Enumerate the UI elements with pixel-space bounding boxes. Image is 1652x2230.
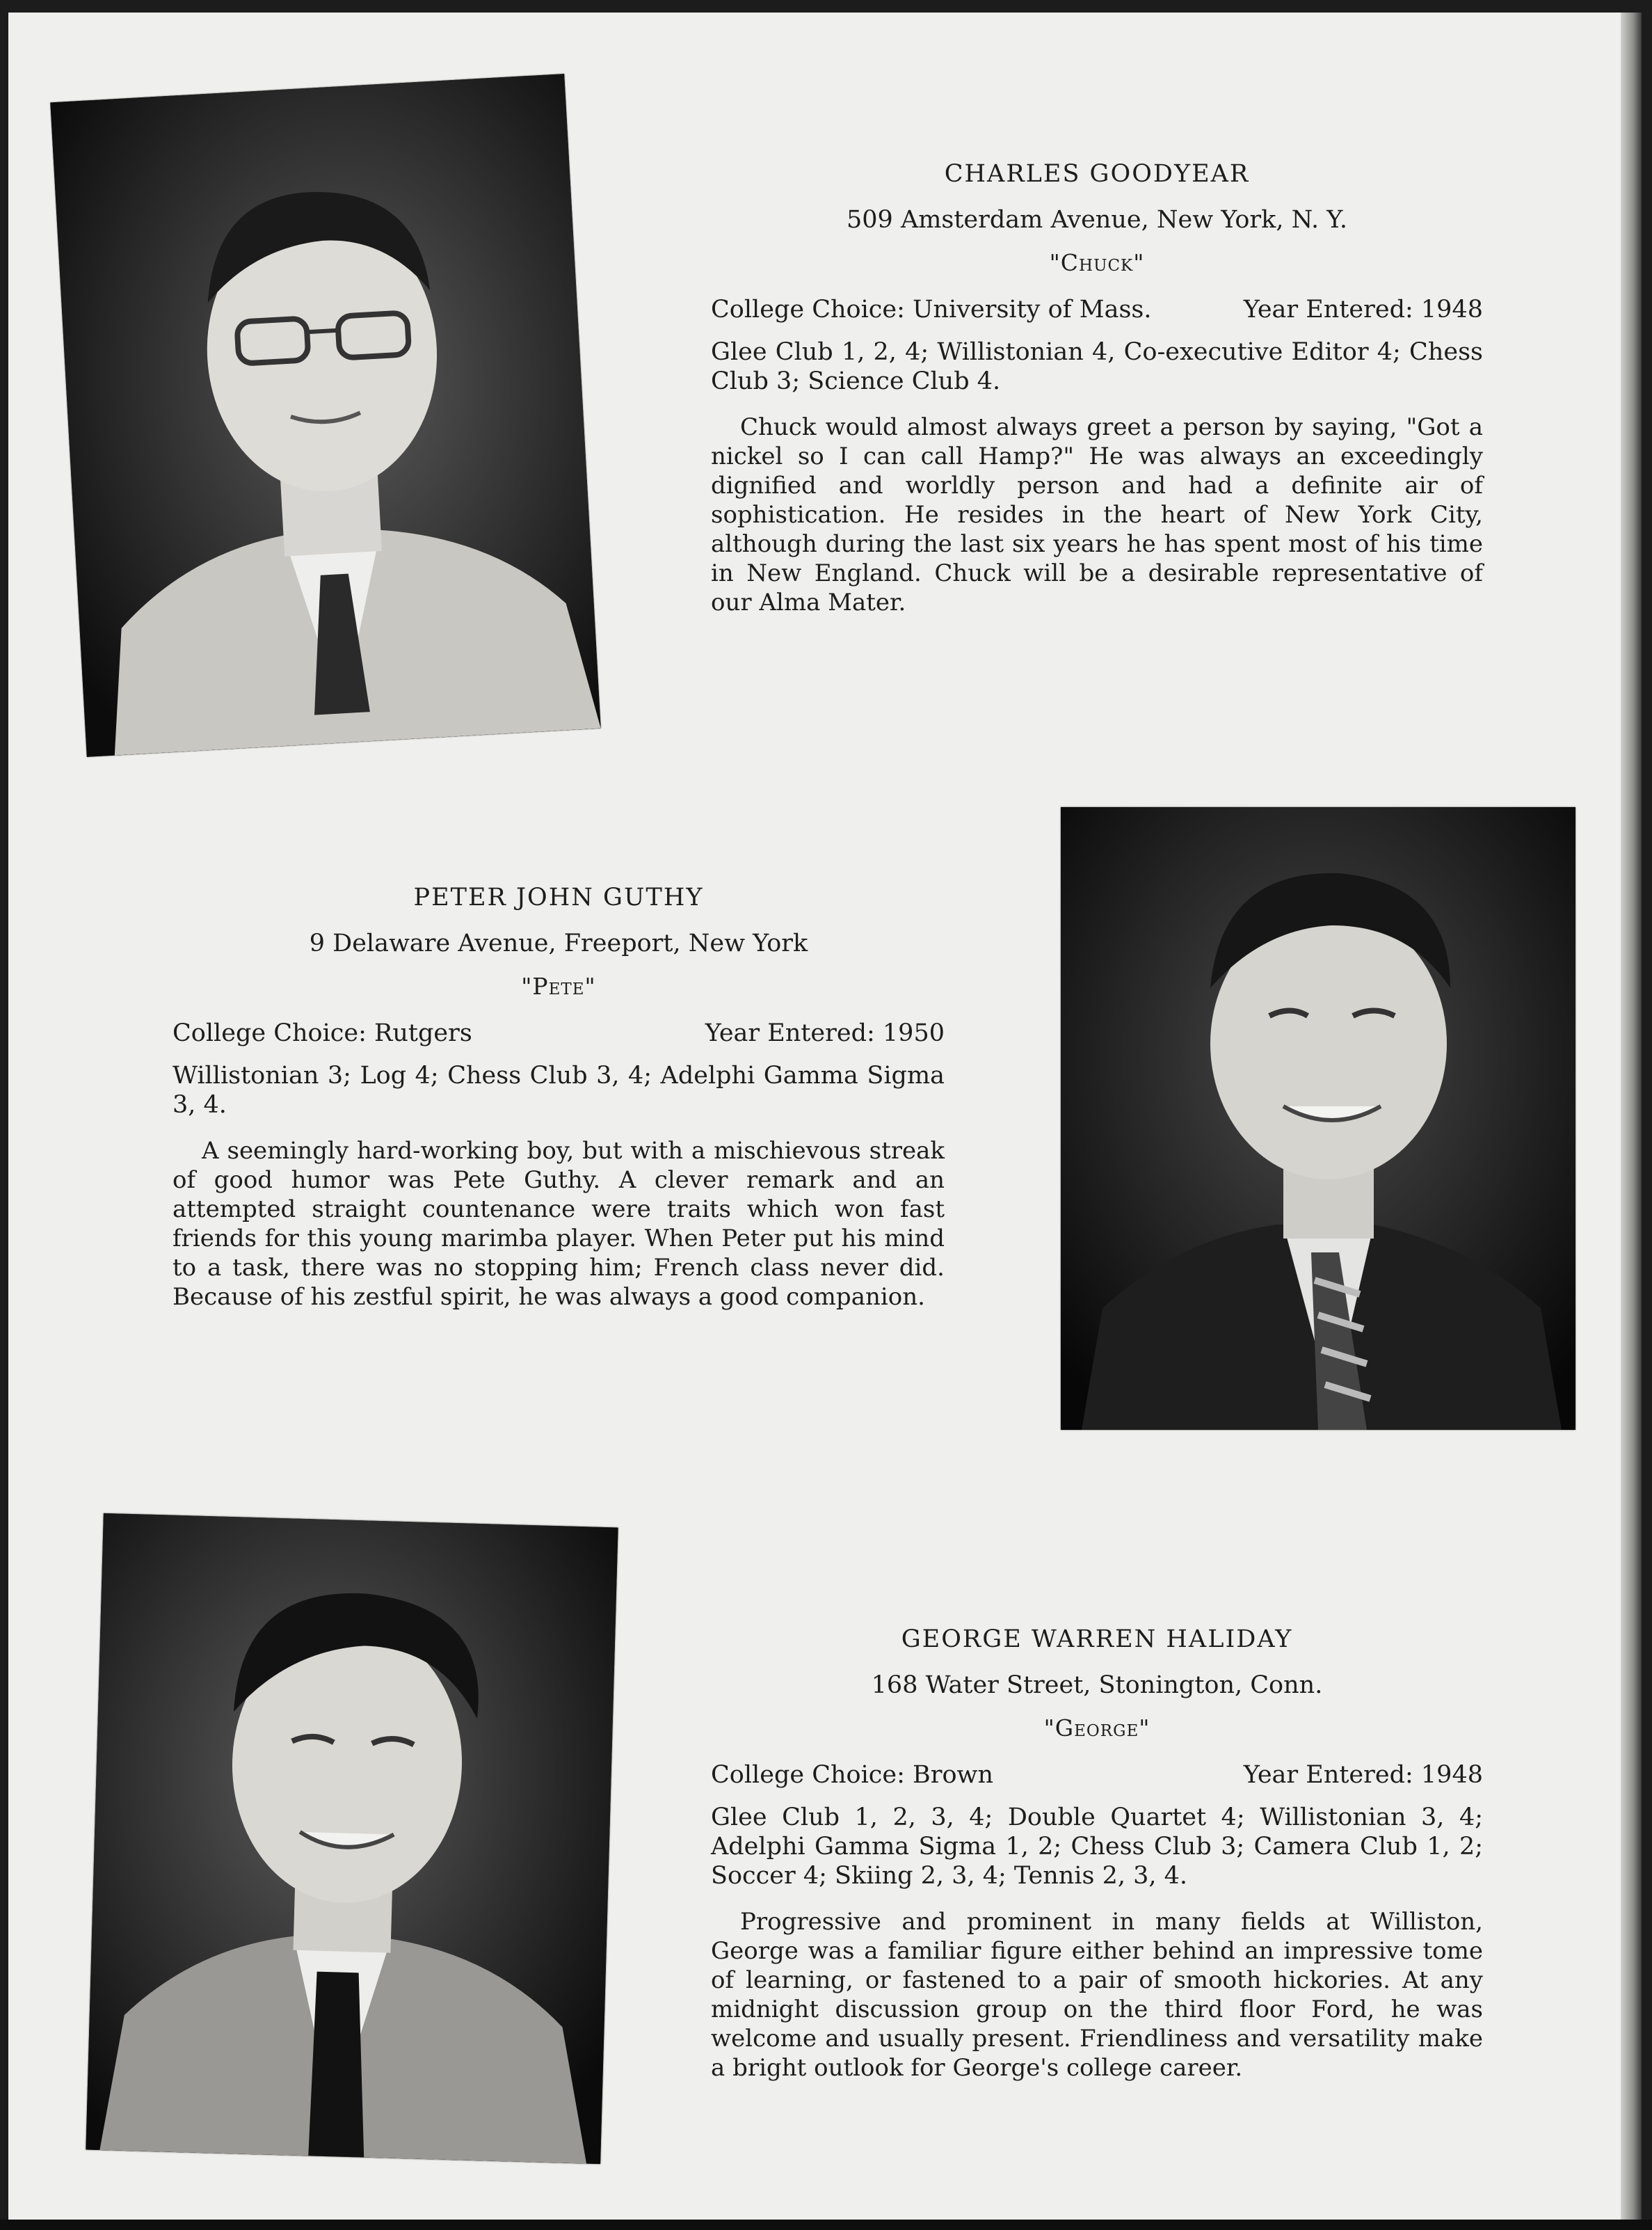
student-entry-peter-guthy (173, 884, 945, 1312)
nickname-text: "Pete" (521, 973, 596, 1000)
student-nickname (711, 249, 1483, 276)
college-year-row (711, 296, 1483, 324)
page-binding-edge (1621, 13, 1642, 2220)
college-year-row (711, 1761, 1483, 1789)
student-entry-charles-goodyear (711, 160, 1483, 617)
year-entered: Year Entered: 1948 (1243, 1761, 1483, 1789)
student-address: 9 Delaware Avenue, Freeport, New York (309, 930, 808, 957)
student-address: 168 Water Street, Stonington, Conn. (871, 1671, 1323, 1699)
student-bio: Progressive and prominent in many fields at Williston, George was a familiar figure either behind an impressive tome of learning, or fastened to a pair of smooth hickories. At any midnight discussion group on the third floor Ford, he was welcome and usually present. Friendliness and versatility make a bright outlook for George's college career. (711, 1908, 1483, 2082)
student-nickname (173, 973, 945, 1000)
college-choice: College Choice: University of Mass. (711, 296, 1152, 324)
nickname-text: "Chuck" (1049, 249, 1145, 276)
nickname-text: "George" (1043, 1714, 1150, 1742)
student-activities: Willistonian 3; Log 4; Chess Club 3, 4; Adelphi Gamma Sigma 3, 4. (173, 1062, 945, 1119)
college-choice: College Choice: Brown (711, 1761, 994, 1789)
student-nickname (711, 1714, 1483, 1742)
portrait-photo-peter-guthy (1061, 807, 1575, 1430)
year-entered: Year Entered: 1948 (1243, 296, 1483, 324)
student-name: CHARLES GOODYEAR (944, 160, 1250, 188)
student-activities: Glee Club 1, 2, 3, 4; Double Quartet 4; Willistonian 3, 4; Adelphi Gamma Sigma 1, 2; Chess Club 3; Camera Club 1, 2; Soccer 4; Skiing 2, 3, 4; Tennis 2, 3, 4. (711, 1803, 1483, 1890)
portrait-photo-charles-goodyear (50, 74, 600, 757)
student-bio: A seemingly hard-working boy, but with a mischievous streak of good humor was Pete Guthy. A clever remark and an attempted straight countenance were traits which won fast friends for this young marimba player. When Peter put his mind to a task, there was no stopping him; French class never did. Because of his zestful spirit, he was always a good companion. (173, 1137, 945, 1311)
page-bottom-edge (0, 2220, 1652, 2230)
student-activities: Glee Club 1, 2, 4; Willistonian 4, Co-executive Editor 4; Chess Club 3; Science Club 4. (711, 338, 1483, 395)
student-bio: Chuck would almost always greet a person by saying, "Got a nickel so I can call Hamp?" He was always an exceedingly dignified and worldly person and had a definite air of sophistication. He resides in the heart of New York City, although during the last six years he has spent most of his time in New England. Chuck will be a desirable representative of our Alma Mater. (711, 413, 1483, 616)
college-choice: College Choice: Rutgers (173, 1019, 472, 1047)
college-year-row (173, 1019, 945, 1047)
student-name: GEORGE WARREN HALIDAY (901, 1625, 1293, 1653)
student-entry-george-haliday (711, 1625, 1483, 2082)
year-entered: Year Entered: 1950 (705, 1019, 945, 1047)
student-name: PETER JOHN GUTHY (413, 884, 704, 911)
yearbook-page (8, 13, 1629, 2220)
portrait-photo-george-haliday (86, 1513, 618, 2164)
student-address: 509 Amsterdam Avenue, New York, N. Y. (847, 206, 1347, 234)
